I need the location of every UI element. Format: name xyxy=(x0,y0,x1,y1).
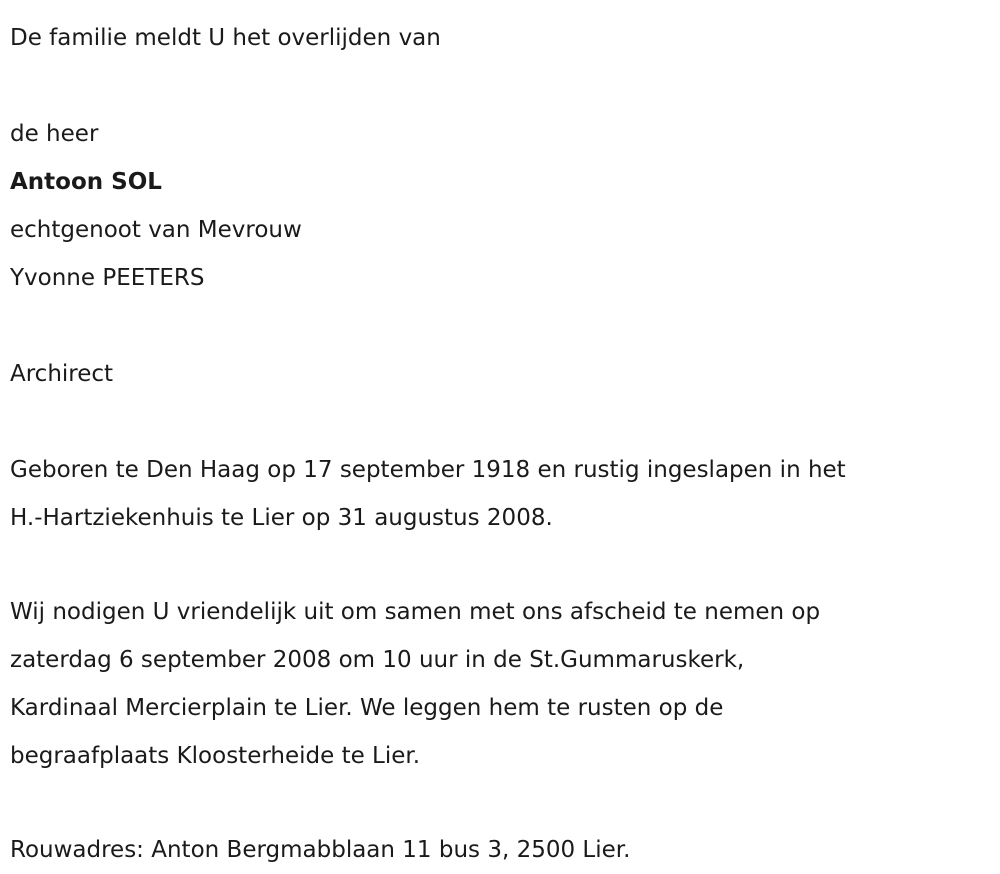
birth-death-paragraph: Geboren te Den Haag op 17 september 1918 en rustig ingeslapen in het H.-Hartziekenhuis te Lier op 31 augustus 2008. xyxy=(10,457,846,531)
spacer-4 xyxy=(10,542,982,588)
salutation-line: de heer xyxy=(10,121,99,147)
spouse-prefix-line: echtgenoot van Mevrouw xyxy=(10,217,302,243)
spacer-3 xyxy=(10,398,982,446)
spouse-name: Yvonne PEETERS xyxy=(10,265,205,291)
intro-line: De familie meldt U het overlijden van xyxy=(10,25,441,51)
invitation-paragraph: Wij nodigen U vriendelijk uit om samen met ons afscheid te nemen op zaterdag 6 september 2008 om 10 uur in de St.Gummaruskerk, Kardinaal Mercierplain te Lier. We leggen hem te rusten op de begraafplaats Kloosterheide te Lier. xyxy=(10,599,821,769)
spacer-2 xyxy=(10,302,982,350)
mourning-address: Rouwadres: Anton Bergmabblaan 11 bus 3, 2500 Lier. xyxy=(10,837,631,863)
profession-line: Archirect xyxy=(10,361,114,387)
spacer-1 xyxy=(10,62,982,110)
deceased-name: Antoon SOL xyxy=(10,169,162,195)
spacer-5 xyxy=(10,780,982,826)
